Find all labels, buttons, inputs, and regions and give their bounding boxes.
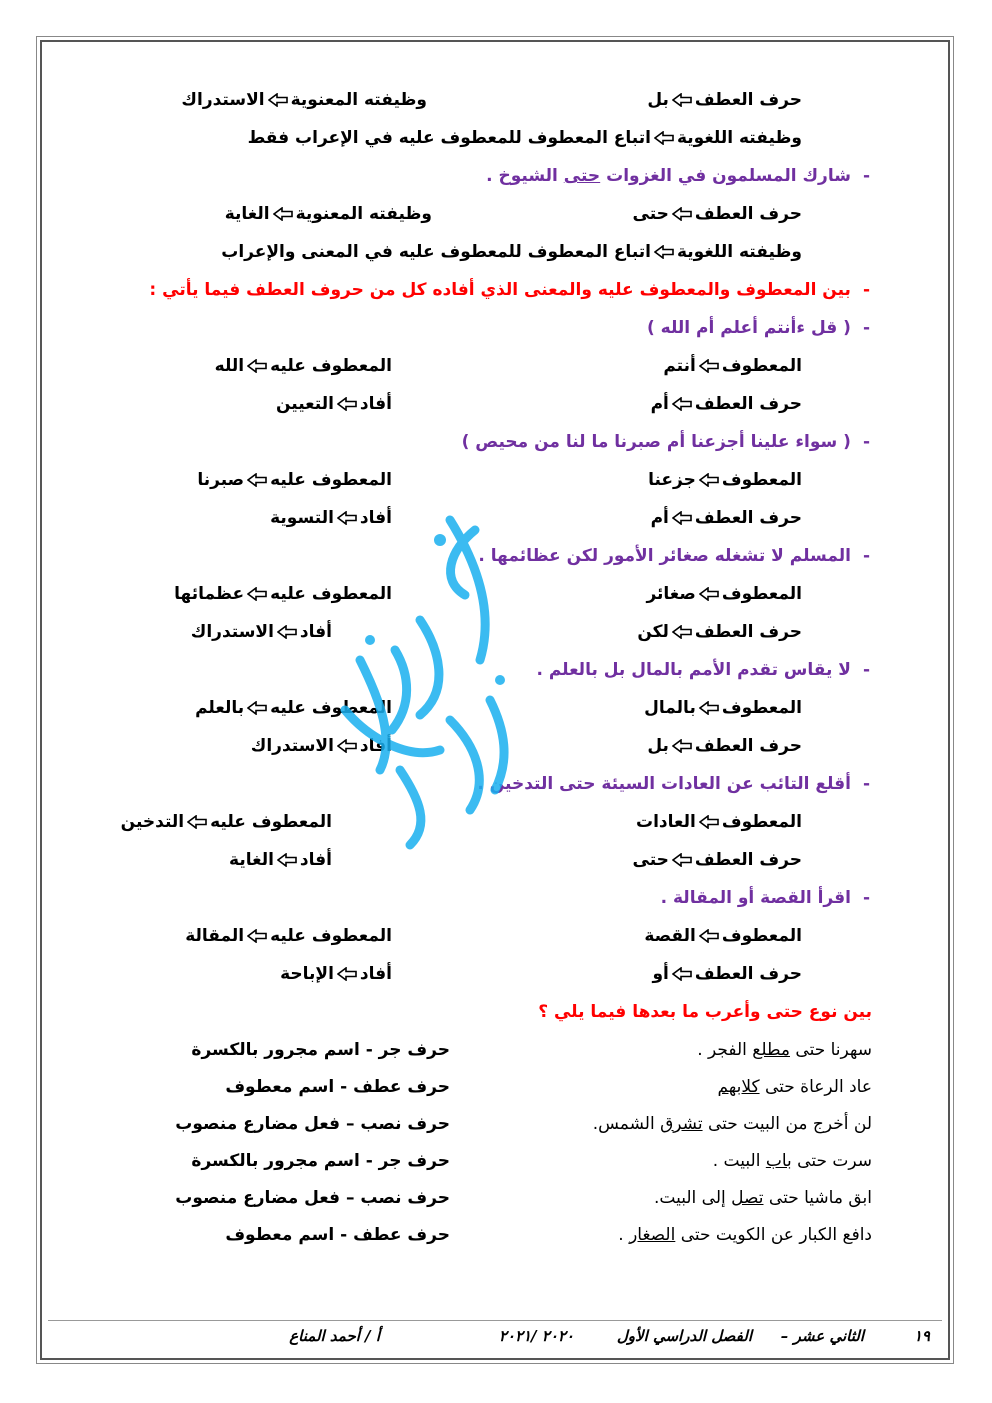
arrow-icon (247, 701, 267, 715)
item-matoof: المعطوفجزعنا (648, 470, 802, 490)
section2-row2: وظيفته اللغويةاتباع المعطوف للمعطوف عليه في المعنى والإعراب (221, 242, 802, 262)
item-harf: حرف العطفأم (650, 394, 802, 414)
example-answer: حرف نصب – فعل مضارع منصوب (175, 1114, 450, 1134)
item-afad: أفادالتسوية (270, 508, 392, 528)
item-matoof-alayh: المعطوف عليهصبرنا (197, 470, 392, 490)
arrow-icon (672, 207, 692, 221)
arrow-icon (247, 359, 267, 373)
item-harf: حرف العطفلكن (637, 622, 802, 642)
item-afad: أفادالتعيين (275, 394, 392, 414)
arrow-icon (672, 93, 692, 107)
item-question: -( قل ءأنتم أعلم أم الله ) (646, 318, 870, 338)
arrow-icon (672, 853, 692, 867)
item-matoof: المعطوفبالمال (644, 698, 802, 718)
item-matoof-alayh: المعطوف عليهالتدخين (120, 812, 332, 832)
item-afad: أفادالغاية (229, 850, 332, 870)
item-matoof: المعطوفأنتم (663, 356, 802, 376)
item-matoof: المعطوفالقصة (644, 926, 802, 946)
arrow-icon (268, 93, 288, 107)
example-answer: حرف جر - اسم مجرور بالكسرة (191, 1151, 450, 1171)
arrow-icon (247, 587, 267, 601)
section1-row2: وظيفته اللغويةاتباع المعطوف للمعطوف عليه في الإعراب فقط (247, 128, 802, 148)
arrow-icon (277, 625, 297, 639)
item-harf: حرف العطفبل (647, 736, 802, 756)
arrow-icon (654, 131, 674, 145)
section2-row1-left: وظيفته المعنويةالغاية (224, 204, 432, 224)
calligraphy-watermark (300, 500, 560, 860)
example-answer: حرف جر - اسم مجرور بالكسرة (191, 1040, 450, 1060)
arrow-icon (672, 397, 692, 411)
arrow-icon (247, 473, 267, 487)
section2-row1-right: حرف العطفحتى (632, 204, 802, 224)
arrow-icon (654, 245, 674, 259)
item-harf: حرف العطفحتى (632, 850, 802, 870)
arrow-icon (273, 207, 293, 221)
item-question: -اقرأ القصة أو المقالة . (660, 888, 870, 908)
arrow-icon (277, 853, 297, 867)
item-question: -( سواء علينا أجزعنا أم صبرنا ما لنا من محيص ) (461, 432, 870, 452)
arrow-icon (699, 587, 719, 601)
example-sentence: عاد الرعاة حتى كلابهم (717, 1077, 872, 1097)
page-number: ١٩ (913, 1327, 930, 1345)
section1-row1-left: وظيفته المعنويةالاستدراك (181, 90, 427, 110)
item-harf: حرف العطفأم (650, 508, 802, 528)
footer-year: ٢٠٢٠ /٢٠٢١ (498, 1327, 574, 1345)
footer-grade: الثاني عشر – (780, 1327, 864, 1345)
arrow-icon (699, 929, 719, 943)
instruction-2: بين نوع حتى وأعرب ما بعدها فيما يلي ؟ (538, 1002, 872, 1022)
arrow-icon (672, 739, 692, 753)
instruction-1: -بين المعطوف والمعطوف عليه والمعنى الذي أفاده كل من حروف العطف فيما يأتي : (149, 280, 870, 300)
example-answer: حرف نصب – فعل مضارع منصوب (175, 1188, 450, 1208)
arrow-icon (699, 359, 719, 373)
item-question: -أقلع التائب عن العادات السيئة حتى التدخين . (477, 774, 870, 794)
item-question: -لا يقاس تقدم الأمم بالمال بل بالعلم . (536, 660, 870, 680)
arrow-icon (337, 967, 357, 981)
arrow-icon (699, 815, 719, 829)
item-matoof-alayh: المعطوف عليهالمقالة (185, 926, 392, 946)
section1-row1-right: حرف العطفبل (647, 90, 802, 110)
example-answer: حرف عطف - اسم معطوف (225, 1225, 450, 1245)
item-matoof-alayh: المعطوف عليهالله (214, 356, 392, 376)
example-sentence: سهرنا حتى مطلع الفجر . (697, 1040, 872, 1060)
footer-author: أ / أحمد المناع (289, 1327, 380, 1345)
arrow-icon (337, 397, 357, 411)
arrow-icon (699, 701, 719, 715)
arrow-icon (699, 473, 719, 487)
item-matoof-alayh: المعطوف عليهعظمائها (174, 584, 392, 604)
arrow-icon (672, 511, 692, 525)
item-afad: أفادالإباحة (280, 964, 392, 984)
item-matoof-alayh: المعطوف عليهبالعلم (195, 698, 392, 718)
arrow-icon (672, 625, 692, 639)
page-footer (48, 1320, 942, 1351)
item-afad: أفادالاستدراك (250, 736, 392, 756)
example-sentence: سرت حتى باب البيت . (712, 1151, 872, 1171)
example-sentence: دافع الكبار عن الكويت حتى الصغار . (618, 1225, 872, 1245)
arrow-icon (672, 967, 692, 981)
arrow-icon (187, 815, 207, 829)
example-sentence: ابق ماشيا حتى تصل إلى البيت. (654, 1188, 872, 1208)
item-matoof: المعطوفصغائر (646, 584, 802, 604)
item-question: -المسلم لا تشغله صغائر الأمور لكن عظائمها . (478, 546, 870, 566)
arrow-icon (247, 929, 267, 943)
item-harf: حرف العطفأو (652, 964, 802, 984)
question-shaarak: -شارك المسلمون في الغزوات حتى الشيوخ . (486, 166, 870, 186)
example-sentence: لن أخرج من البيت حتى تشرق الشمس. (592, 1114, 872, 1134)
item-matoof: المعطوفالعادات (636, 812, 802, 832)
item-afad: أفادالاستدراك (190, 622, 332, 642)
footer-term: الفصل الدراسي الأول (616, 1327, 752, 1345)
example-answer: حرف عطف - اسم معطوف (225, 1077, 450, 1097)
